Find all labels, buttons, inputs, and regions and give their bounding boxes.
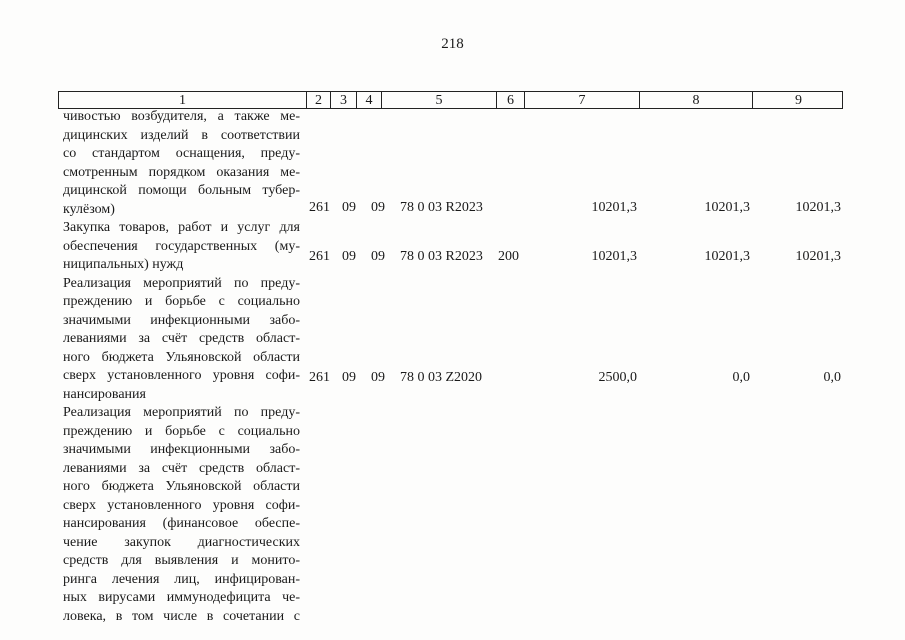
text-line: ного бюджета Ульяновской области [63,349,300,365]
row3-col8: 0,0 [732,370,750,385]
row2-col9: 10201,3 [795,249,841,264]
header-col-8: 8 [639,92,752,108]
text-line: ринга лечения лиц, инфицирован- [63,571,300,587]
text-line: средств для выявления и монито- [63,553,300,568]
text-line: нансирования [63,386,146,402]
row3-target: 78 0 03 Z2020 [400,370,483,385]
header-col-5: 5 [381,92,496,108]
text-line: Реализация мероприятий по преду- [63,275,300,291]
text-line: значимыми инфекционными забо- [63,312,300,328]
row3-subsection: 09 [371,370,385,385]
text-line: Реализация мероприятий по преду- [63,405,300,420]
text-line: кулёзом) [63,201,115,217]
row1-col8: 10201,3 [704,200,750,215]
text-line: Закупка товаров, работ и услуг для [63,220,300,235]
text-line: со стандартом оснащения, преду- [63,146,300,161]
row2-ministry: 261 [309,249,330,264]
row1-subsection: 09 [371,200,385,215]
text-line: дицинских изделий в соответствии [63,127,300,143]
row1-col9: 10201,3 [795,200,841,215]
text-line: преждению и борьбе с социально [63,423,300,439]
row1-section: 09 [342,200,356,215]
text-line: обеспечения государственных (му- [63,238,300,254]
row3-ministry: 261 [309,370,330,385]
text-line: ных вирусами иммунодефицита че- [63,590,300,605]
text-line: сверх установленного уровня софи- [63,497,300,513]
row3-col7: 2500,0 [598,370,637,385]
header-col-2: 2 [306,92,330,108]
text-line: леваниями за счёт средств област- [63,331,300,346]
text-line: преждению и борьбе с социально [63,294,300,309]
text-line: ниципальных) нужд [63,257,184,272]
header-col-9: 9 [752,92,844,108]
row2-target: 78 0 03 R2023 [400,249,483,264]
header-col-6: 6 [496,92,524,108]
text-line: чение закупок диагностических [63,534,300,550]
text-line: значимыми инфекционными забо- [63,442,300,457]
row2-col8: 10201,3 [704,249,750,264]
row-description-text [63,108,300,626]
row1-ministry: 261 [309,200,330,215]
row2-section: 09 [342,249,356,264]
header-col-1: 1 [179,93,186,108]
text-line: смотренным порядком оказания ме- [63,164,300,180]
row1-target: 78 0 03 R2023 [400,200,483,215]
row2-col7: 10201,3 [591,249,637,264]
text-line: чивостью возбудителя, а также ме- [63,109,300,124]
table-header-row [58,91,843,109]
header-col-7: 7 [524,92,639,108]
text-line: нансирования (финансовое обеспе- [63,516,300,531]
row3-section: 09 [342,370,356,385]
row2-subsection: 09 [371,249,385,264]
row3-col9: 0,0 [823,370,841,385]
header-col-4: 4 [356,92,381,108]
header-col-3: 3 [330,92,356,108]
text-line: леваниями за счёт средств област- [63,460,300,476]
text-line: дицинской помощи больным тубер- [63,183,300,198]
row2-expense-type: 200 [498,249,519,264]
page-number: 218 [441,36,464,52]
row1-col7: 10201,3 [591,200,637,215]
text-line: сверх установленного уровня софи- [63,368,300,383]
text-line: ловека, в том числе в сочетании с [63,608,300,624]
text-line: ного бюджета Ульяновской области [63,479,300,494]
